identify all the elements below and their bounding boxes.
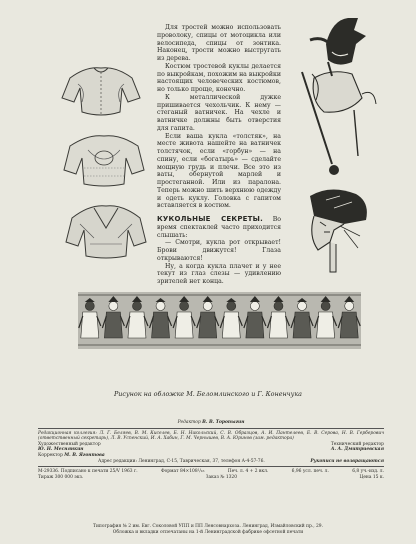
editors-row: Художественный редактор Технический редактор xyxy=(38,441,384,447)
editors-names-row: Ю. Н. Меснянкин А. А. Дмитриевская xyxy=(38,447,384,453)
paragraph-tears: Ну, а когда кукла плачет и у нее текут из глаз слезы — удивлению зрителей нет конца. xyxy=(157,262,281,285)
imprint xyxy=(38,420,384,480)
paragraph-costume: Костюм тростевой куклы делается по выкройкам, похожим на выкройки настоящих человеческих костюмов, но только проще, конечно. xyxy=(157,62,281,93)
address-row: Адрес редакции: Ленинград, С-15, Таврическая, 37, телефон А-4-57-76. Рукописи не возвращаются xyxy=(98,458,384,464)
paragraph-cover: К металлической дужке пришивается чехольчик. К нему — стеганый ватничек. На чехле и ватничке должны быть отверстия для гапита. xyxy=(157,93,281,132)
section-heading: КУКОЛЬНЫЕ СЕКРЕТЫ. xyxy=(157,215,263,223)
paragraph-body-shape: Если ваша кукла «толстяк», на месте живота нашейте на ватничек толстячок, если «горбун» — на спину, если «богатырь» — сделайте мощную грудь и плечи. Все это из ваты, обернутой марлей и простеганной. Или из паралона. Теперь можно шить верхнюю одежду и одеть куклу. Головка с гапитом вставляется в костюм. xyxy=(157,132,281,210)
puppet-rod-illustration xyxy=(292,14,384,186)
cover-credit: Рисунок на обложке М. Беломлинского и Г. Коненчука xyxy=(113,390,302,398)
print-run-row: Тираж 300 000 экз. Заказ № 1320 Цена 15 к. xyxy=(38,474,384,480)
costume-illustration-3 xyxy=(60,198,152,260)
paragraph-quote: — Смотри, кукла рот открывает! Брови движутся! Глаза открываются! xyxy=(157,239,281,262)
print-details-row: М-29336. Подписано к печати 25/V 1963 г. Формат 84×108¹/₁₆ Печ. л. 4 + 2 вкл. 6,96 усл. печ. л. 6,8 уч.-изд. л. xyxy=(38,469,384,475)
article-text xyxy=(157,24,281,286)
puppet-frieze-illustration xyxy=(78,292,361,349)
editorial-board: Редакционная коллегия: Л. Г. Беляев, В. М. Киселев, Б. Н. Никольский, С. В. Образцов, А. И. Пантелеев, Е. В. Серова, Н. В. Герберович (ответственный секретарь), Л. В. Успенский, И. А. Хабин, Г. М. Чернышев, В. А. Юринов (зам. редактора) xyxy=(38,430,384,442)
corrector-row: Корректор М. В. Ягонтова xyxy=(38,452,105,458)
section-secrets xyxy=(157,216,281,239)
puppet-head-illustration xyxy=(300,186,384,282)
printer-footer: Типография № 2 им. Евг. Соколовой УПП и ПП Ленсовнархоза. Ленинград, Измайловский пр., 29. Обложка и вкладки отпечатаны на 1-й Ленинградской фабрике офсетной печати xyxy=(93,524,323,535)
section-intro: Во время спектаклей часто приходится слышать: xyxy=(157,216,281,239)
editor-line: Редактор В. В. Торопыгин xyxy=(177,420,245,425)
paragraph-rods: Для тростей можно использовать проволоку, спицы от мотоцикла или велосипеда, спицы от зонтика. Наконец, трости можно выстругать из дерева. xyxy=(157,24,281,62)
costume-illustration-1 xyxy=(56,58,146,120)
costume-illustration-2 xyxy=(58,128,150,190)
